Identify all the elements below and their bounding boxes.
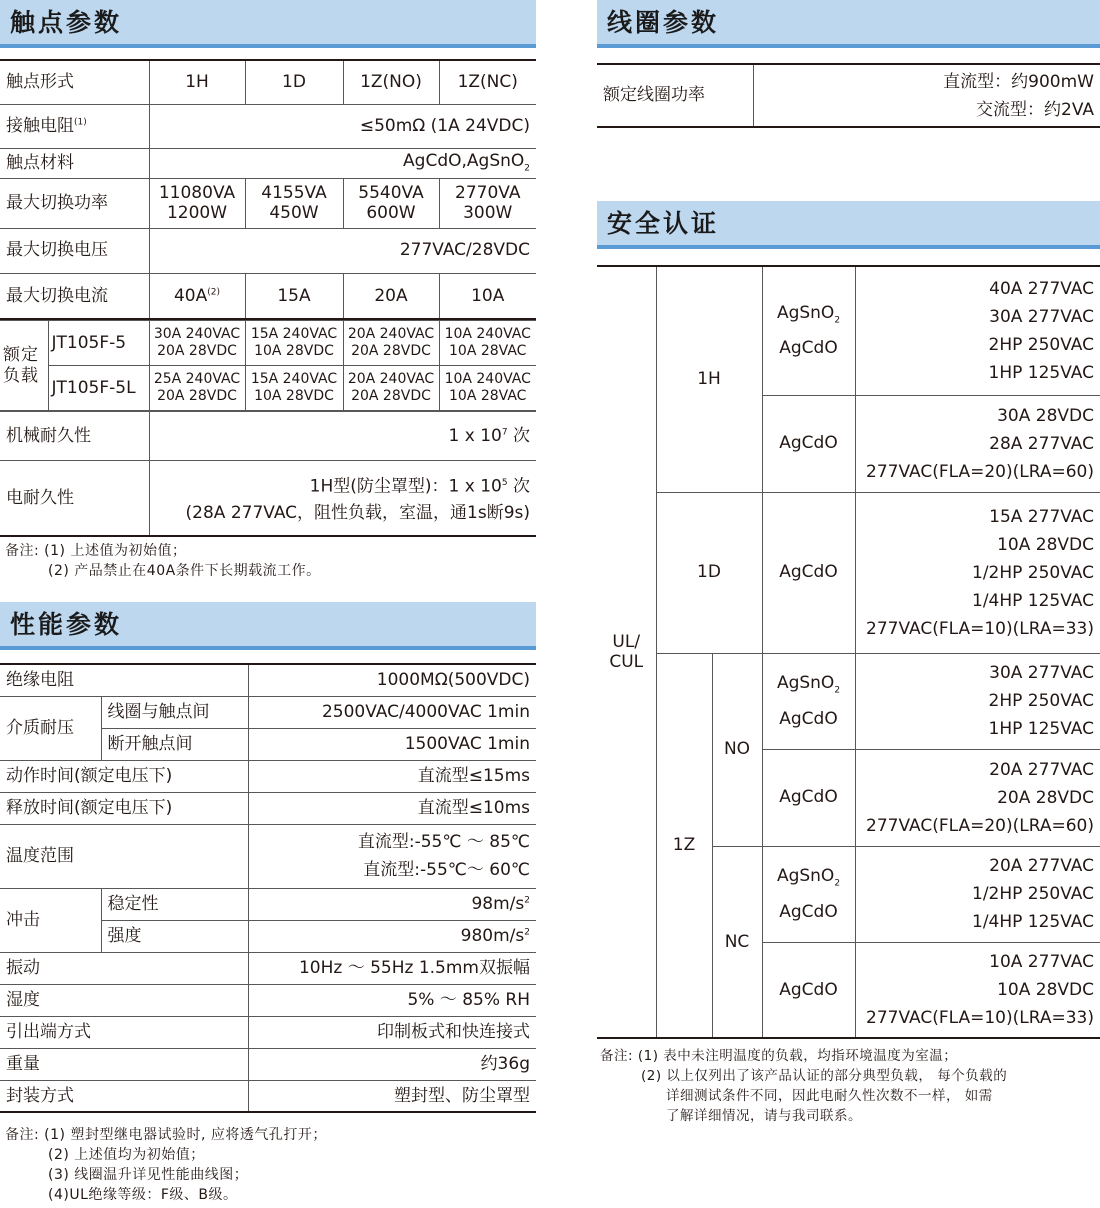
resistance-value: ≤50mΩ (1A 24VDC) — [149, 104, 536, 148]
load-cell: 20A 240VAC 20A 28VDC — [343, 321, 439, 366]
contact-table — [0, 59, 536, 320]
row-value: 5% ～ 85% RH — [248, 984, 536, 1016]
form-1z-label: 1Z — [656, 653, 712, 1038]
form-1d: 1D — [245, 60, 343, 104]
loads-cell: 20A 277VAC 1/2HP 250VAC 1/4HP 125VAC — [855, 846, 1100, 942]
table-row — [0, 1048, 536, 1080]
form-1d-label: 1D — [656, 492, 762, 653]
row-value: 直流型:-55℃ ～ 85℃ 直流型:-55℃～ 60℃ — [248, 824, 536, 888]
material-cell: AgSnO$_2$ AgCdO — [762, 266, 855, 395]
no-label: NO — [712, 653, 762, 846]
coil-value: 直流型：约900mW 交流型：约2VA — [753, 64, 1100, 127]
contact-section-title: 触点参数 — [0, 0, 536, 48]
material-cell: AgCdO — [762, 942, 855, 1038]
material-cell: AgSnO$_2$ AgCdO — [762, 846, 855, 942]
note-line: 备注: (1) 上述值为初始值； — [5, 542, 187, 559]
row-label: 动作时间(额定电压下) — [0, 760, 248, 792]
row-label: 最大切换电流 — [0, 273, 149, 319]
load-cell: 10A 240VAC 10A 28VAC — [439, 366, 536, 411]
table-row — [597, 492, 1100, 653]
loads-cell: 10A 277VAC 10A 28VDC 277VAC(FLA=10)(LRA=33) — [855, 942, 1100, 1038]
note-line: (2) 上述值均为初始值； — [48, 1147, 205, 1163]
row-label: 温度范围 — [0, 824, 248, 888]
load-cell: 25A 240VAC 20A 28VDC — [149, 366, 245, 411]
loads-cell: 40A 277VAC 30A 277VAC 2HP 250VAC 1HP 125VAC — [855, 266, 1100, 395]
row-label: 冲击 — [0, 888, 101, 952]
row-sublabel: 稳定性 — [101, 888, 248, 920]
coil-table — [597, 63, 1100, 128]
elec-value: 1H型(防尘罩型)：1 x $10^5$ 次 (28A 277VAC，阻性负载，室温，通1s断9s) — [149, 461, 536, 536]
note-line: 详细测试条件不同，因此电耐久性次数不一样， 如需 — [666, 1088, 993, 1104]
row-label: 释放时间(额定电压下) — [0, 792, 248, 824]
max-power-cell: 4155VA 450W — [245, 178, 343, 228]
table-row — [0, 1016, 536, 1048]
row-label: 介质耐压 — [0, 696, 101, 760]
row-label: 机械耐久性 — [0, 412, 149, 461]
row-value: 1000MΩ(500VDC) — [248, 664, 536, 696]
row-label: 重量 — [0, 1048, 248, 1080]
material-cell: AgCdO — [762, 395, 855, 492]
material-cell: AgCdO — [762, 492, 855, 653]
loads-cell: 30A 277VAC 2HP 250VAC 1HP 125VAC — [855, 653, 1100, 749]
note-mark: (1) — [74, 117, 87, 128]
note-line: (3) 线圈温升详见性能曲线图； — [48, 1167, 249, 1183]
row-label: 最大切换功率 — [0, 178, 149, 228]
note-line: (2) 以上仅列出了该产品认证的部分典型负载， 每个负载的 — [641, 1068, 1008, 1084]
row-sublabel: 线圈与触点间 — [101, 696, 248, 728]
row-label: 振动 — [0, 952, 248, 984]
safety-section-title: 安全认证 — [597, 201, 1100, 249]
row-value: 塑封型、防尘罩型 — [248, 1080, 536, 1112]
row-label: 电耐久性 — [0, 461, 149, 536]
endurance-table — [0, 411, 536, 537]
load-cell: 10A 240VAC 10A 28VAC — [439, 321, 536, 366]
loads-cell: 30A 28VDC 28A 277VAC 277VAC(FLA=20)(LRA=60) — [855, 395, 1100, 492]
max-power-cell: 11080VA 1200W — [149, 178, 245, 228]
model-name: JT105F-5L — [48, 366, 149, 411]
table-row — [0, 664, 536, 696]
row-value: 直流型≤10ms — [248, 792, 536, 824]
performance-table — [0, 663, 536, 1113]
table-row — [597, 266, 1100, 395]
form-1h-label: 1H — [656, 266, 762, 492]
row-label: 触点形式 — [0, 60, 149, 104]
table-row — [0, 461, 536, 536]
max-current-cell: 20A — [343, 273, 439, 319]
note-line: 备注: (1) 表中未注明温度的负载，均指环境温度为室温； — [600, 1048, 958, 1064]
row-label: 湿度 — [0, 984, 248, 1016]
material-value: AgCdO,AgSnO$_2$ — [149, 148, 536, 178]
table-row — [0, 321, 536, 366]
row-sublabel: 强度 — [101, 920, 248, 952]
table-row — [0, 1080, 536, 1112]
performance-notes — [5, 1125, 327, 1205]
table-row — [597, 653, 1100, 749]
table-row — [0, 984, 536, 1016]
loads-cell: 15A 277VAC 10A 28VDC 1/2HP 250VAC 1/4HP 125VAC 277VAC(FLA=10)(LRA=33) — [855, 492, 1100, 653]
row-label: 触点材料 — [0, 148, 149, 178]
table-row — [0, 178, 536, 228]
load-cell: 15A 240VAC 10A 28VDC — [245, 366, 343, 411]
table-row — [0, 228, 536, 273]
table-row — [597, 64, 1100, 127]
row-label: 接触电阻$^{(1)}$ — [0, 104, 149, 148]
safety-notes — [600, 1046, 1007, 1126]
cert-label: UL/ CUL — [597, 266, 656, 1038]
table-row — [0, 760, 536, 792]
performance-section-title: 性能参数 — [0, 602, 536, 650]
table-row — [0, 273, 536, 319]
row-label: 绝缘电阻 — [0, 664, 248, 696]
nc-label: NC — [712, 846, 762, 1038]
row-label: 引出端方式 — [0, 1016, 248, 1048]
table-row — [0, 412, 536, 461]
load-cell: 15A 240VAC 10A 28VDC — [245, 321, 343, 366]
safety-table — [597, 265, 1100, 1039]
row-value: 2500VAC/4000VAC 1min — [248, 696, 536, 728]
row-value: 直流型≤15ms — [248, 760, 536, 792]
right-column — [597, 0, 1100, 1124]
coil-section-title: 线圈参数 — [597, 0, 1100, 48]
max-current-cell: 15A — [245, 273, 343, 319]
note-line: (4)UL绝缘等级：F级、B级。 — [48, 1187, 238, 1203]
table-row — [0, 60, 536, 104]
loads-cell: 20A 277VAC 20A 28VDC 277VAC(FLA=20)(LRA=60) — [855, 749, 1100, 846]
note-line: 了解详细情况，请与我司联系。 — [666, 1108, 862, 1124]
row-label: 封装方式 — [0, 1080, 248, 1112]
row-value: 10Hz ～ 55Hz 1.5mm双振幅 — [248, 952, 536, 984]
load-cell: 30A 240VAC 20A 28VDC — [149, 321, 245, 366]
row-sublabel: 断开触点间 — [101, 728, 248, 760]
row-value: 1500VAC 1min — [248, 728, 536, 760]
table-row — [0, 824, 536, 888]
max-current-cell: 10A — [439, 273, 536, 319]
material-cell: AgSnO$_2$ AgCdO — [762, 653, 855, 749]
row-value: 约36g — [248, 1048, 536, 1080]
mech-value: 1 x $10^7$ 次 — [149, 412, 536, 461]
row-label: 额定线圈功率 — [597, 64, 753, 127]
material-cell: AgCdO — [762, 749, 855, 846]
row-value: $98m/s^2$ — [248, 888, 536, 920]
load-cell: 20A 240VAC 20A 28VDC — [343, 366, 439, 411]
table-row — [0, 952, 536, 984]
note-line: (2) 产品禁止在40A条件下长期载流工作。 — [48, 562, 321, 579]
table-row — [0, 696, 536, 728]
max-power-cell: 5540VA 600W — [343, 178, 439, 228]
table-row — [0, 792, 536, 824]
form-1z-nc: 1Z(NC) — [439, 60, 536, 104]
max-voltage-value: 277VAC/28VDC — [149, 228, 536, 273]
row-value: $980m/s^2$ — [248, 920, 536, 952]
note-line: 备注: (1) 塑封型继电器试验时, 应将透气孔打开； — [5, 1127, 327, 1143]
contact-notes — [5, 541, 536, 581]
row-label: 最大切换电压 — [0, 228, 149, 273]
left-column — [0, 0, 536, 1203]
max-power-cell: 2770VA 300W — [439, 178, 536, 228]
rated-load-label: 额定负载 — [0, 321, 48, 411]
table-row — [0, 366, 536, 411]
table-row — [0, 888, 536, 920]
max-current-cell: $40A^{(2)}$ — [149, 273, 245, 319]
row-value: 印制板式和快连接式 — [248, 1016, 536, 1048]
form-1z-no: 1Z(NO) — [343, 60, 439, 104]
model-name: JT105F-5 — [48, 321, 149, 366]
table-row — [0, 104, 536, 148]
rated-load-table — [0, 320, 536, 411]
table-row — [0, 148, 536, 178]
form-1h: 1H — [149, 60, 245, 104]
